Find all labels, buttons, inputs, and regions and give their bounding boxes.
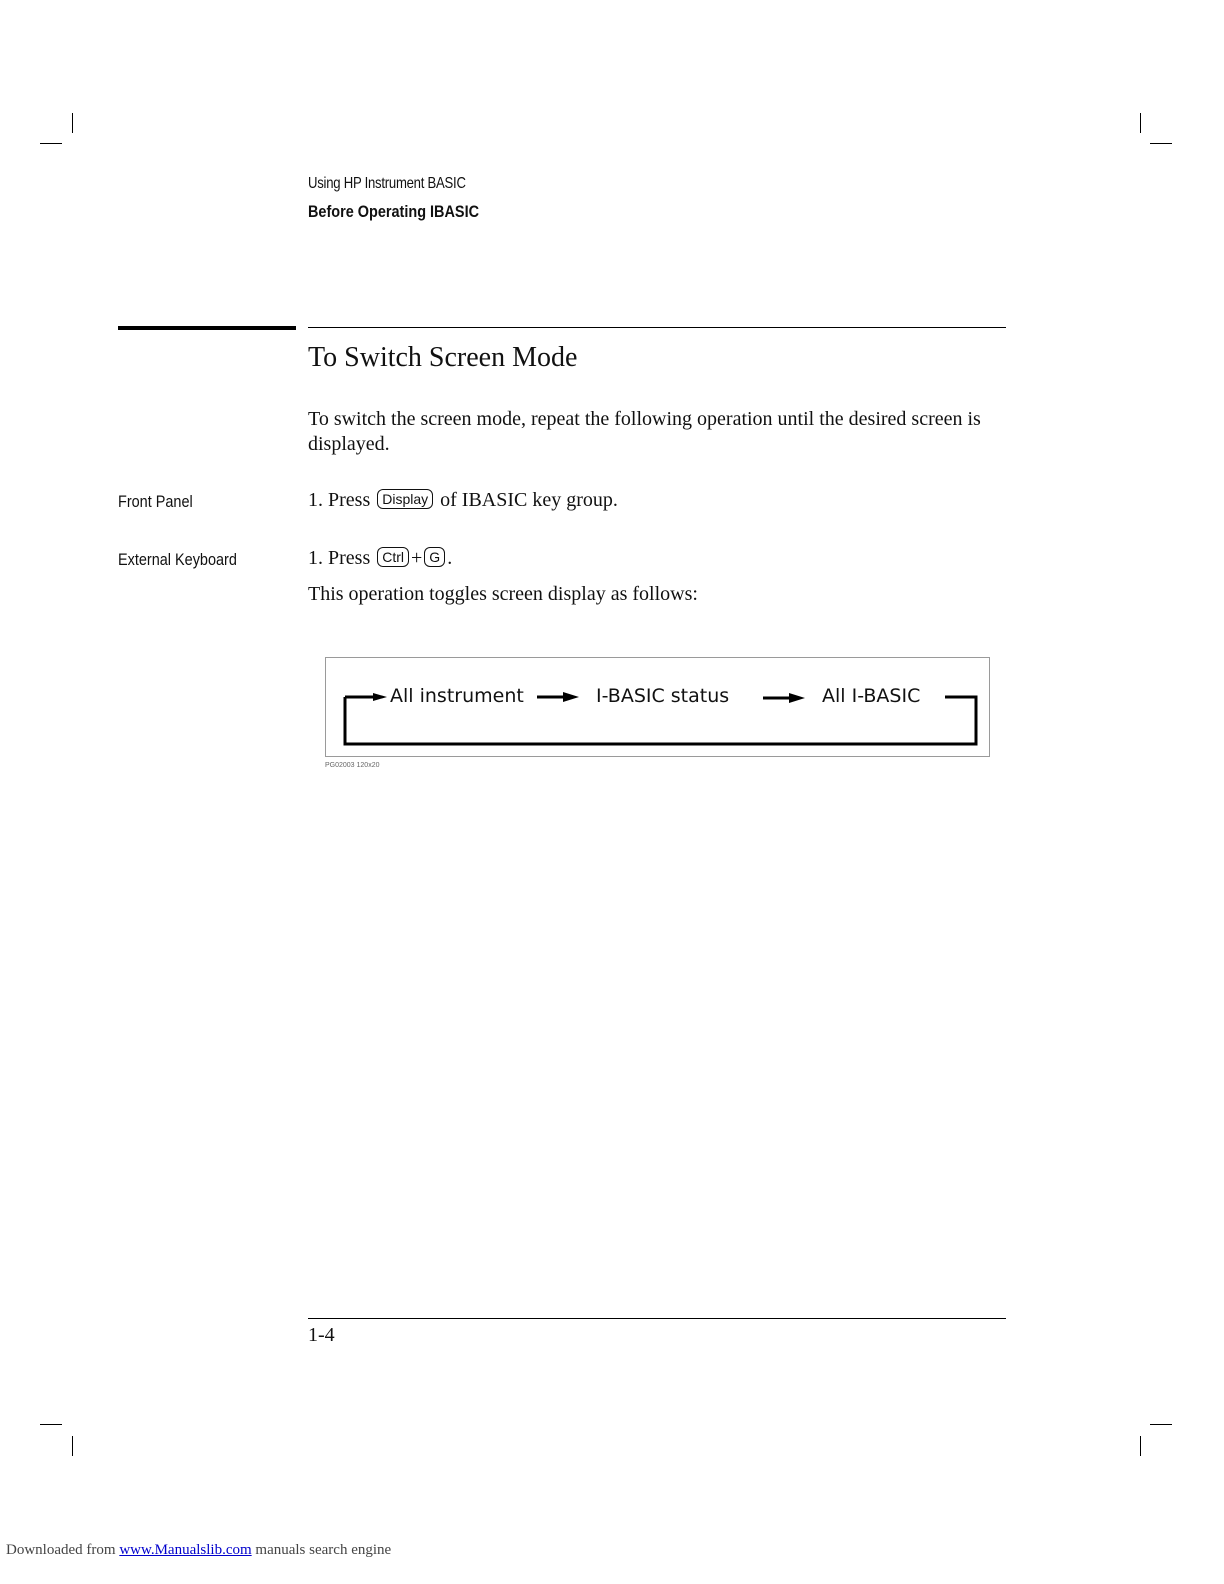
front-panel-step <box>308 489 618 512</box>
cycle-diagram-lines <box>325 657 990 757</box>
manualslib-link[interactable]: www.Manualslib.com <box>119 1542 252 1558</box>
display-key: Display <box>377 489 433 509</box>
download-source-line <box>6 1542 391 1559</box>
step-number: 1. <box>308 489 323 511</box>
g-key: G <box>424 547 445 567</box>
step-number: 1. <box>308 547 323 569</box>
figure-label-all-ibasic: All I-BASIC <box>822 685 921 707</box>
crop-mark <box>40 143 62 144</box>
download-prefix: Downloaded from <box>6 1542 116 1558</box>
page-number: 1-4 <box>308 1324 335 1346</box>
crop-mark <box>72 1436 73 1456</box>
section-rule-thick <box>118 326 296 330</box>
figure-label-all-instrument: All instrument <box>390 685 524 707</box>
crop-mark <box>1140 113 1141 133</box>
crop-mark <box>1140 1436 1141 1456</box>
download-suffix: manuals search engine <box>255 1542 392 1558</box>
figure-label-ibasic-status: I-BASIC status <box>596 685 730 707</box>
press-text: Press <box>328 547 371 569</box>
crop-mark <box>1150 1424 1172 1425</box>
external-keyboard-step <box>308 547 452 570</box>
section-rule-thin <box>308 327 1006 328</box>
toggle-description: This operation toggles screen display as follows: <box>308 583 698 605</box>
external-keyboard-label: External Keyboard <box>118 550 237 569</box>
intro-paragraph: To switch the screen mode, repeat the following operation until the desired screen is displayed. <box>308 408 981 455</box>
step-suffix: of IBASIC key group. <box>440 489 618 511</box>
crop-mark <box>72 113 73 133</box>
plus-sign: + <box>411 547 423 569</box>
running-header-chapter: Using HP Instrument BASIC <box>308 175 466 192</box>
front-panel-label: Front Panel <box>118 492 193 511</box>
crop-mark <box>1150 143 1172 144</box>
running-header-section: Before Operating IBASIC <box>308 202 480 221</box>
crop-mark <box>40 1424 62 1425</box>
press-text: Press <box>328 489 371 511</box>
figure-code: PG02003 120x20 <box>325 762 380 769</box>
footer-rule <box>308 1318 1006 1319</box>
period: . <box>447 547 453 569</box>
section-title: To Switch Screen Mode <box>308 342 578 373</box>
ctrl-key: Ctrl <box>377 547 409 567</box>
